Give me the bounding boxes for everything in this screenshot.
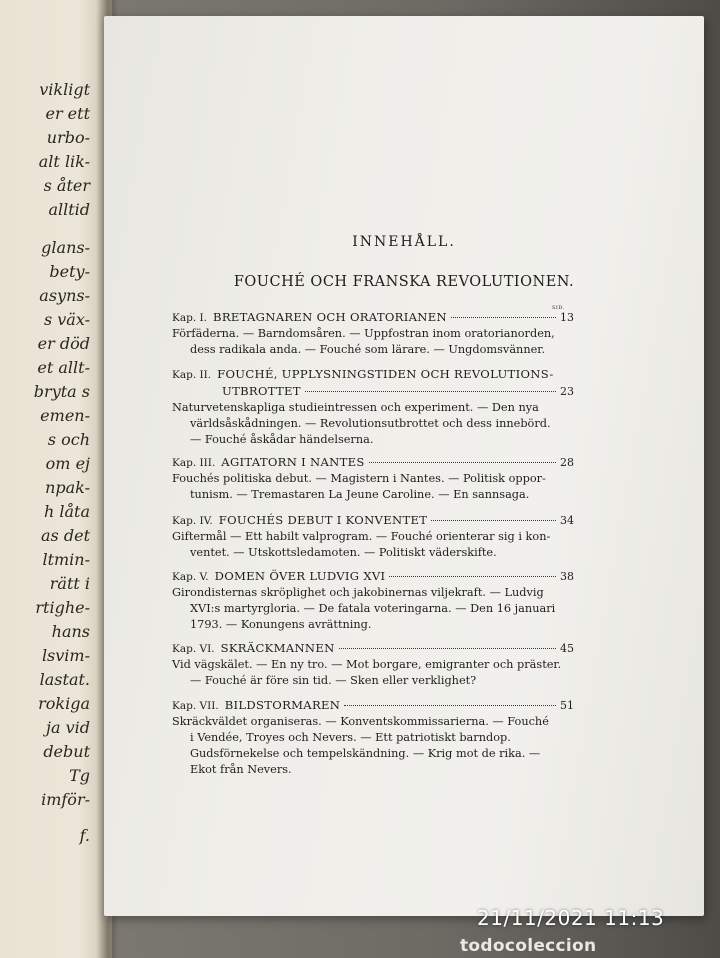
chapter-summary-line: — Fouché åskådar händelserna.: [190, 433, 374, 446]
chapter-summary-line: tunism. — Tremastaren La Jeune Caroline. — En sannsaga.: [190, 488, 530, 501]
chapter-entry: [172, 366, 574, 448]
chapter-page: 45: [560, 642, 574, 655]
dot-leader: [431, 520, 556, 521]
chapter-summary-line: ventet. — Utskottsledamoten. — Politiskt väderskifte.: [190, 546, 497, 559]
left-page-line: glans-: [41, 238, 90, 257]
left-page-line: vikligt: [39, 80, 90, 99]
page-column-label: SID.: [552, 305, 565, 311]
chapter-page: 13: [560, 311, 574, 324]
chapter-title: DOMEN ÖVER LUDVIG XVI: [214, 569, 386, 583]
chapter-summary-line: XVI:s martyrgloria. — De fatala voteringarna. — Den 16 januari: [190, 602, 556, 615]
left-page-line: s åter: [43, 176, 90, 195]
chapter-entry: [172, 697, 574, 778]
dot-leader: [339, 648, 556, 649]
left-page-line: bryta s: [33, 382, 90, 401]
left-page-line: et allt-: [37, 358, 90, 377]
left-page-line: as det: [41, 526, 90, 545]
chapter-summary-line: 1793. — Konungens avrättning.: [190, 618, 372, 631]
contents-page: [104, 16, 704, 916]
chapter-entry: [172, 454, 574, 503]
chapter-page: 34: [560, 514, 574, 527]
photo-timestamp: 21/11/2021 11:13: [477, 906, 665, 930]
left-page-line: asyns-: [39, 286, 90, 305]
dot-leader: [344, 705, 556, 706]
left-page-line: rätt i: [49, 574, 90, 593]
chapter-entry: [172, 512, 574, 561]
chapter-summary-line: Naturvetenskapliga studieintressen och experiment. — Den nya: [172, 401, 539, 414]
chapter-entry: [172, 640, 574, 689]
chapter-number: Kap. III.: [172, 457, 216, 469]
left-page-line: imför-: [41, 790, 90, 809]
chapter-summary-line: Gudsförnekelse och tempelskändning. — Krig mot de rika. —: [190, 747, 541, 760]
chapter-summary-line: — Fouché är före sin tid. — Sken eller verklighet?: [190, 674, 477, 687]
left-page-line: debut: [43, 742, 90, 761]
chapter-summary-line: världsåskådningen. — Revolutionsutbrottet och dess innebörd.: [190, 417, 551, 430]
chapter-summary-line: Skräckväldet organiseras. — Konventskommissarierna. — Fouché: [172, 715, 549, 728]
left-page-line: hans: [51, 622, 90, 641]
dot-leader: [369, 462, 556, 463]
chapter-summary-line: Girondisternas skröplighet och jakobinernas viljekraft. — Ludvig: [172, 586, 544, 599]
chapter-summary-line: Förfäderna. — Barndomsåren. — Uppfostran inom oratorianorden,: [172, 327, 555, 340]
left-page-line: ja vid: [46, 718, 90, 737]
left-page-line: s och: [47, 430, 90, 449]
left-page-line: alt lik-: [38, 152, 90, 171]
dot-leader: [305, 391, 556, 392]
left-page-line: om ej: [45, 454, 90, 473]
left-page-line: rokiga: [38, 694, 90, 713]
chapter-number: Kap. VII.: [172, 700, 219, 712]
chapter-summary-line: dess radikala anda. — Fouché som lärare. — Ungdomsvänner.: [190, 343, 546, 356]
left-page-line: npak-: [45, 478, 90, 497]
page-title: INNEHÅLL.: [352, 234, 456, 250]
left-page-line: lsvim-: [41, 646, 90, 665]
left-page-line: lastat.: [39, 670, 90, 689]
chapter-title: AGITATORN I NANTES: [221, 455, 365, 469]
chapter-summary-line: Fouchés politiska debut. — Magistern i Nantes. — Politisk oppor-: [172, 472, 546, 485]
left-page-line: h låta: [43, 502, 90, 521]
left-page-line: er ett: [45, 104, 90, 123]
chapter-summary-line: Vid vägskälet. — En ny tro. — Mot borgare, emigranter och präster.: [172, 658, 562, 671]
chapter-summary-line: i Vendée, Troyes och Nevers. — Ett patriotiskt barndop.: [190, 731, 511, 744]
chapter-number: Kap. IV.: [172, 515, 213, 527]
chapter-title: BILDSTORMAREN: [224, 698, 341, 712]
left-page-line: er död: [37, 334, 90, 353]
chapter-title: BRETAGNAREN OCH ORATORIANEN: [213, 310, 447, 324]
chapter-number: Kap. I.: [172, 312, 207, 324]
page-subtitle: FOUCHÉ OCH FRANSKA REVOLUTIONEN.: [233, 274, 575, 290]
chapter-page: 28: [560, 456, 574, 469]
chapter-title: FOUCHÉ, UPPLYSNINGSTIDEN OCH REVOLUTIONS-: [217, 367, 554, 381]
chapter-page: 23: [560, 385, 574, 398]
chapter-title: FOUCHÉS DEBUT I KONVENTET: [218, 513, 428, 527]
dot-leader: [451, 317, 556, 318]
left-page-line: bety-: [49, 262, 90, 281]
chapter-number: Kap. II.: [172, 369, 212, 381]
left-page-line: ltmin-: [42, 550, 90, 569]
left-page-line: urbo-: [46, 128, 90, 147]
left-page-line: emen-: [40, 406, 90, 425]
chapter-number: Kap. V.: [172, 571, 209, 583]
chapter-page: 51: [560, 699, 574, 712]
left-page-line: Tg: [69, 766, 90, 785]
chapter-summary-line: Giftermål — Ett habilt valprogram. — Fouché orienterar sig i kon-: [172, 530, 551, 543]
chapter-summary-line: Ekot från Nevers.: [190, 763, 292, 776]
left-page-line: f.: [79, 826, 90, 845]
chapter-page: 38: [560, 570, 574, 583]
chapter-title-continued: UTBROTTET: [222, 384, 301, 398]
watermark: todocoleccion: [460, 936, 597, 956]
left-page-line: rtighe-: [35, 598, 90, 617]
dot-leader: [389, 576, 556, 577]
chapter-entry: [172, 568, 574, 633]
chapter-number: Kap. VI.: [172, 643, 215, 655]
chapter-title: SKRÄCKMANNEN: [220, 641, 335, 655]
chapter-entry: [172, 309, 574, 358]
left-page-line: s väx-: [43, 310, 90, 329]
left-page-line: alltid: [48, 200, 90, 219]
